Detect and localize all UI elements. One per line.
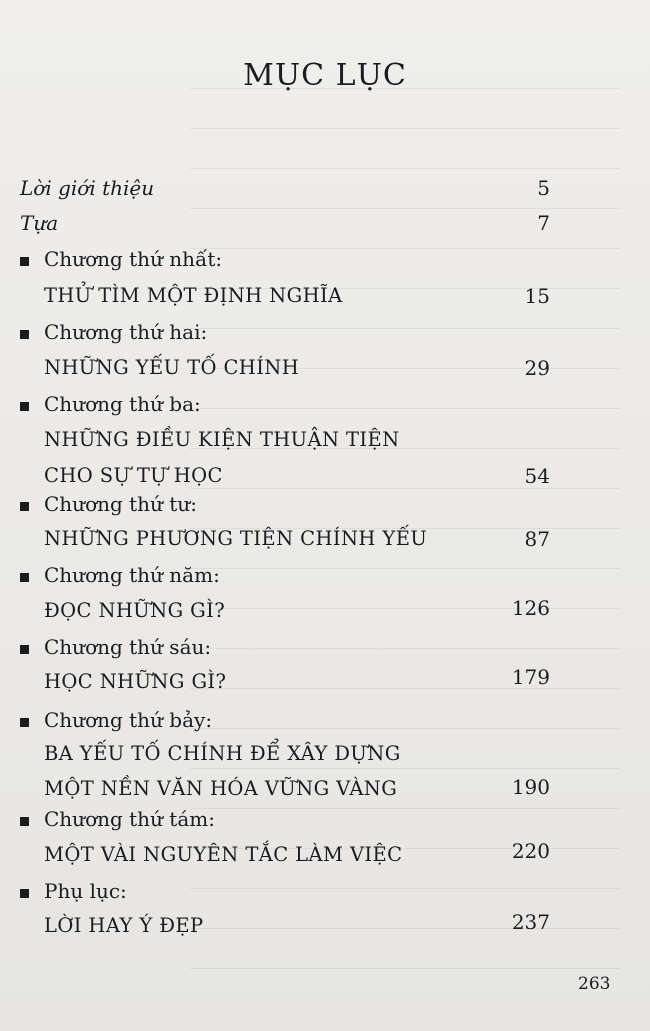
- chapter-page: 29: [524, 356, 550, 380]
- chapter-title: HỌC NHỮNG GÌ?: [44, 670, 227, 693]
- toc-page-intro: 5: [537, 176, 550, 200]
- chapter-title: BA YẾU TỐ CHÍNH ĐỂ XÂY DỰNG: [44, 742, 401, 765]
- bullet-icon: [20, 645, 29, 654]
- chapter-title: NHỮNG YẾU TỐ CHÍNH: [44, 356, 300, 379]
- chapter-title: THỬ TÌM MỘT ĐỊNH NGHĨA: [44, 284, 343, 307]
- appendix-heading: Phụ lục:: [44, 879, 127, 903]
- chapter-heading: Chương thứ ba:: [44, 392, 201, 416]
- toc-entry-preface: Tựa: [20, 211, 59, 235]
- chapter-page: 87: [524, 527, 550, 551]
- chapter-heading: Chương thứ sáu:: [44, 635, 212, 659]
- bullet-icon: [20, 817, 29, 826]
- chapter-title: MỘT NỀN VĂN HÓA VỮNG VÀNG: [44, 777, 398, 800]
- chapter-heading: Chương thứ tư:: [44, 492, 197, 516]
- page-number: 263: [578, 974, 611, 994]
- toc-entry-intro: Lời giới thiệu: [20, 176, 155, 200]
- chapter-title: ĐỌC NHỮNG GÌ?: [44, 599, 226, 622]
- bullet-icon: [20, 330, 29, 339]
- bullet-icon: [20, 718, 29, 727]
- chapter-page: 15: [524, 284, 550, 308]
- chapter-page: 126: [511, 596, 550, 620]
- chapter-title: NHỮNG ĐIỀU KIỆN THUẬN TIỆN: [44, 428, 400, 451]
- bullet-icon: [20, 573, 29, 582]
- toc-page-preface: 7: [537, 211, 550, 235]
- chapter-heading: Chương thứ năm:: [44, 563, 220, 587]
- bullet-icon: [20, 257, 29, 266]
- chapter-page: 220: [511, 839, 550, 863]
- chapter-page: 179: [511, 665, 550, 689]
- page-title: MỤC LỤC: [243, 58, 407, 93]
- appendix-page: 237: [511, 910, 550, 934]
- chapter-title: CHO SỰ TỰ HỌC: [44, 464, 223, 487]
- chapter-title: NHỮNG PHƯƠNG TIỆN CHÍNH YẾU: [44, 527, 428, 550]
- bullet-icon: [20, 502, 29, 511]
- bullet-icon: [20, 402, 29, 411]
- chapter-heading: Chương thứ nhất:: [44, 247, 223, 271]
- bullet-icon: [20, 889, 29, 898]
- chapter-heading: Chương thứ tám:: [44, 807, 215, 831]
- chapter-heading: Chương thứ bảy:: [44, 708, 213, 732]
- appendix-title: LỜI HAY Ý ĐẸP: [44, 914, 204, 937]
- chapter-heading: Chương thứ hai:: [44, 320, 208, 344]
- chapter-page: 54: [524, 464, 550, 488]
- chapter-page: 190: [511, 775, 550, 799]
- chapter-title: MỘT VÀI NGUYÊN TẮC LÀM VIỆC: [44, 843, 403, 866]
- bleed-through-texture: [190, 70, 620, 970]
